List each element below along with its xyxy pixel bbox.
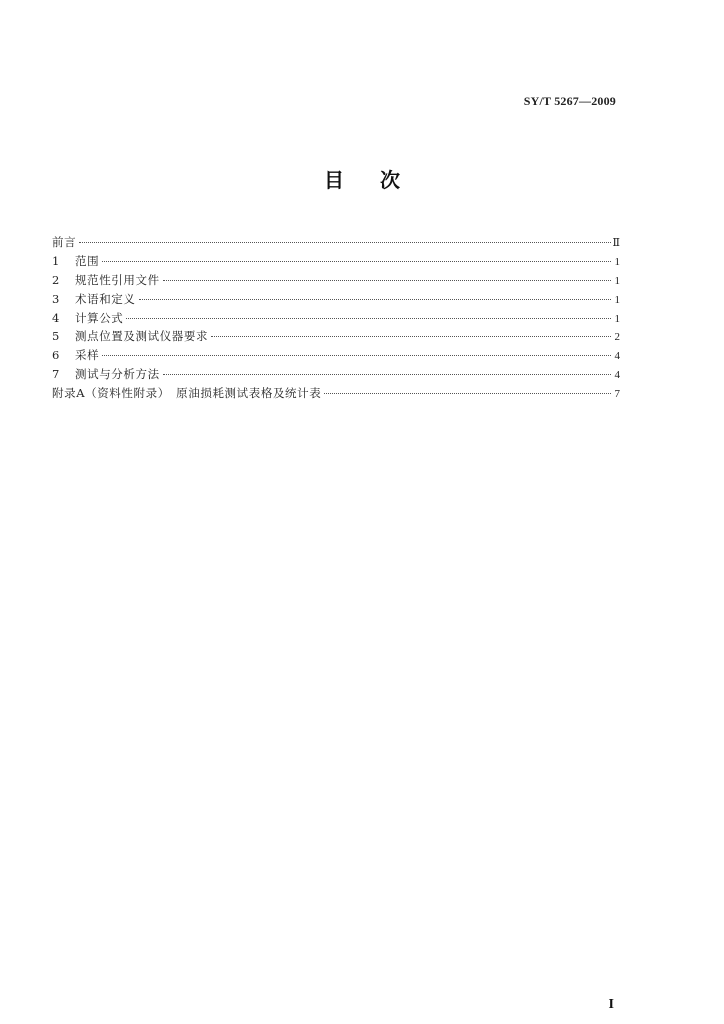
toc-entry-label: 计算公式 [75, 310, 124, 325]
toc-entry-number: 4 [52, 310, 60, 325]
toc-entry-scope[interactable] [52, 252, 620, 271]
toc-entry-label: 测试与分析方法 [75, 367, 160, 382]
toc-entry-terms-definitions[interactable] [52, 290, 620, 309]
dot-leader [163, 280, 611, 281]
standard-code: SY/T 5267—2009 [523, 94, 616, 108]
dot-leader [211, 336, 611, 337]
toc-entry-page: 2 [614, 331, 620, 344]
toc-entry-number: 2 [52, 272, 60, 287]
toc-entry-page: 1 [614, 274, 620, 287]
dot-leader [139, 299, 612, 300]
dot-leader [163, 374, 611, 375]
toc-entry-page: Ⅱ [612, 237, 620, 249]
toc-title [0, 164, 724, 193]
toc-entry-test-analysis[interactable] [52, 365, 620, 384]
page-number: I [608, 997, 614, 1012]
toc-entry-normative-references[interactable] [52, 271, 620, 290]
toc-title-char-2: 次 [380, 168, 400, 192]
toc-entry-number: 3 [52, 291, 60, 306]
toc-entry-page: 1 [614, 255, 620, 268]
toc-entry-label: 附录A（资料性附录） 原油损耗测试表格及统计表 [52, 386, 322, 401]
toc-entry-number: 5 [52, 329, 60, 344]
toc-entry-formulas[interactable] [52, 309, 620, 328]
toc-entry-label: 采样 [75, 348, 100, 363]
table-of-contents [52, 233, 620, 403]
dot-leader [79, 242, 610, 243]
toc-entry-label: 术语和定义 [75, 291, 136, 306]
toc-entry-page: 1 [614, 312, 620, 325]
toc-entry-label: 范围 [75, 253, 100, 268]
dot-leader [324, 393, 611, 394]
toc-entry-page: 4 [614, 350, 620, 363]
dot-leader [102, 355, 611, 356]
toc-entry-foreword[interactable] [52, 233, 620, 252]
toc-entry-page: 1 [614, 293, 620, 306]
toc-entry-label: 规范性引用文件 [75, 272, 160, 287]
toc-entry-number: 6 [52, 348, 60, 363]
toc-entry-measuring-points[interactable] [52, 327, 620, 346]
toc-entry-appendix-a[interactable] [52, 384, 620, 403]
toc-entry-label: 前言 [52, 235, 77, 249]
toc-entry-page: 7 [614, 388, 620, 401]
toc-entry-sampling[interactable] [52, 346, 620, 365]
toc-title-char-1: 目 [324, 168, 344, 192]
toc-entry-label: 测点位置及测试仪器要求 [75, 329, 209, 344]
dot-leader [126, 318, 611, 319]
dot-leader [102, 261, 611, 262]
toc-entry-number: 7 [52, 367, 60, 382]
toc-entry-number: 1 [52, 253, 60, 268]
toc-entry-page: 4 [614, 369, 620, 382]
